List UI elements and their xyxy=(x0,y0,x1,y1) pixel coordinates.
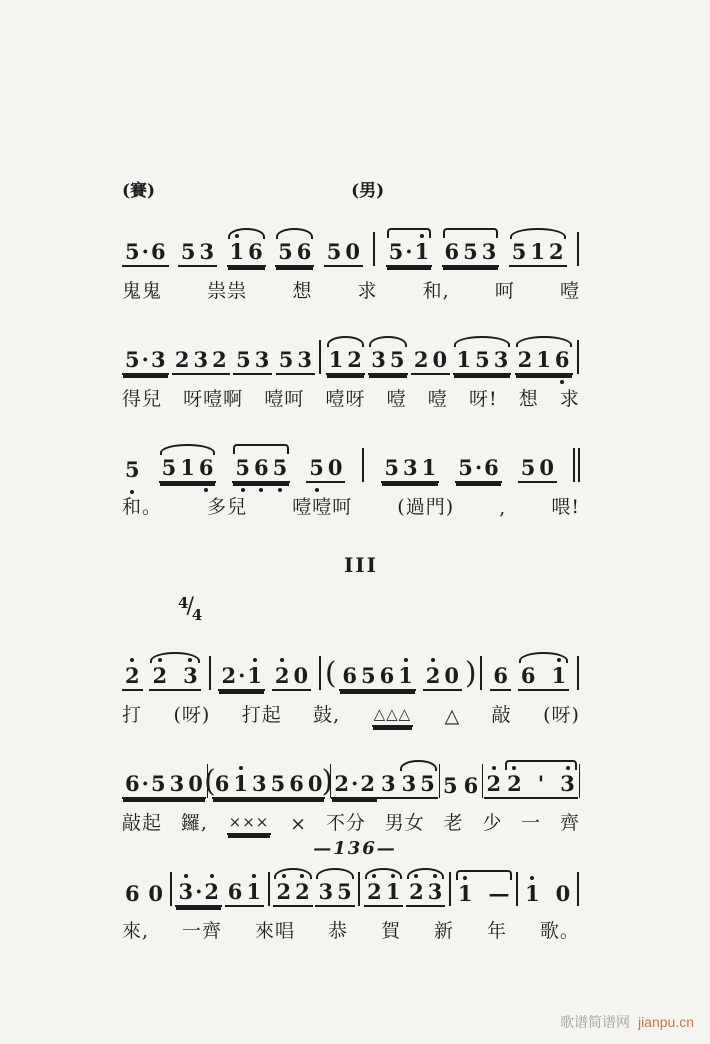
note-char: 1 xyxy=(421,454,437,480)
barline-icon xyxy=(573,448,575,482)
lyric-token: (呀) xyxy=(543,704,580,726)
lyric-token: ××× xyxy=(227,813,272,835)
note-char: 0 xyxy=(188,770,203,796)
note-char: 3 xyxy=(183,662,198,688)
lyric-token: 敲起 xyxy=(122,812,163,834)
note-char: 1 xyxy=(246,878,261,904)
note-group xyxy=(522,880,573,907)
note-char: 1 xyxy=(229,238,245,264)
note-char: 6 xyxy=(520,662,536,688)
note-char: 5 xyxy=(125,346,140,372)
lyric-token: , xyxy=(499,497,507,519)
lyric-token: (過門) xyxy=(397,496,455,518)
note-char: 1 xyxy=(233,770,248,796)
note-group xyxy=(331,770,378,799)
note-group xyxy=(122,456,143,483)
note-char: 0 xyxy=(432,346,448,372)
note-group xyxy=(315,878,354,907)
note-char: 5 xyxy=(235,454,251,480)
lyric-token: 呀噎啊 xyxy=(183,388,244,410)
note-char: 5 xyxy=(443,772,458,798)
note-char: 5 xyxy=(278,238,293,264)
note-group xyxy=(504,770,578,799)
lyric-token: 祟祟 xyxy=(207,280,248,302)
note-char: 0 xyxy=(293,662,309,688)
dot-duration-icon: · xyxy=(405,238,413,264)
note-char: 3 xyxy=(193,346,209,372)
barline-icon xyxy=(358,872,360,906)
note-char: 1 xyxy=(385,878,401,904)
note-char: 5 xyxy=(463,238,478,264)
sheet-content xyxy=(122,176,580,953)
time-signature-slash: / xyxy=(186,594,194,619)
note-char: 1 xyxy=(524,880,540,906)
note-group xyxy=(225,878,264,907)
note-char: 5 xyxy=(278,346,294,372)
note-group xyxy=(149,662,200,691)
barline-icon xyxy=(362,448,364,482)
music-line xyxy=(122,845,580,943)
lyric-token: 敲 xyxy=(491,704,512,726)
time-signature-denominator: 4 xyxy=(191,606,203,624)
notes-row xyxy=(122,629,580,691)
note-char: 6 xyxy=(296,238,312,264)
barline-icon xyxy=(480,656,482,690)
dot-duration-icon: · xyxy=(141,346,149,372)
lyric-token: 歌。 xyxy=(539,920,580,942)
voice-labels xyxy=(122,176,580,201)
note-group xyxy=(326,346,365,375)
note-group xyxy=(172,346,230,375)
note-char: 1 xyxy=(247,662,263,688)
barline-icon xyxy=(577,872,579,906)
note-group xyxy=(122,662,143,691)
note-char: 3 xyxy=(427,878,443,904)
note-char: 0 xyxy=(148,880,163,906)
note-char: 2 xyxy=(204,878,220,904)
note-char: 2 xyxy=(367,878,382,904)
note-char: 1 xyxy=(398,662,413,688)
note-group xyxy=(212,770,326,799)
note-char: 6 xyxy=(342,662,358,688)
notes-row xyxy=(122,313,580,375)
note-char: 5 xyxy=(161,454,177,480)
lyric-token: × xyxy=(290,813,308,835)
note-group xyxy=(175,878,222,907)
barline-icon xyxy=(577,340,579,374)
note-char: 5 xyxy=(511,238,527,264)
note-group xyxy=(218,662,265,691)
barline-icon xyxy=(319,656,321,690)
note-char: 5 xyxy=(236,346,251,372)
lyric-token: 呀! xyxy=(468,388,498,410)
note-char: 3 xyxy=(169,770,185,796)
note-char: 6 xyxy=(463,772,479,798)
lyric-token: 恭 xyxy=(327,920,348,942)
parenthesis: ) xyxy=(464,656,477,691)
note-char: 2 xyxy=(212,346,227,372)
lyric-token: 多兒 xyxy=(207,496,248,518)
lyrics-row xyxy=(122,492,580,519)
note-char: 5 xyxy=(326,238,342,264)
note-group xyxy=(442,238,500,267)
voice-label-right: (男) xyxy=(351,181,385,201)
dot-duration-icon: · xyxy=(238,662,246,688)
note-char: 2 xyxy=(221,662,237,688)
note-group xyxy=(406,878,445,907)
parenthesis: ) xyxy=(321,764,334,799)
note-group xyxy=(518,662,569,691)
note-group xyxy=(122,346,169,375)
note-char: 1 xyxy=(414,238,430,264)
note-char: 2 xyxy=(517,346,533,372)
page-number: —136— xyxy=(313,838,397,859)
note-group xyxy=(306,454,345,483)
note-char: 5 xyxy=(520,454,536,480)
lyric-token: 不分 xyxy=(325,812,366,834)
section-marker: III xyxy=(343,553,379,577)
lyric-token: 男女 xyxy=(384,812,425,834)
music-line xyxy=(122,629,580,727)
lyrics-row xyxy=(122,276,580,303)
note-group xyxy=(455,880,513,907)
note-char: 2 xyxy=(507,770,522,796)
note-group xyxy=(490,662,511,691)
notes-row xyxy=(122,421,580,483)
note-char: 2 xyxy=(274,662,290,688)
music-line xyxy=(122,205,580,303)
note-char: 6 xyxy=(125,880,140,906)
barline-icon xyxy=(577,232,579,266)
note-char: 5 xyxy=(125,456,140,482)
note-char: 3 xyxy=(318,878,334,904)
note-char: 1 xyxy=(457,880,473,906)
note-char xyxy=(475,883,487,905)
note-char: 5 xyxy=(270,770,286,796)
note-char: 6 xyxy=(254,454,269,480)
note-char: 3 xyxy=(380,770,396,796)
parenthesis: ( xyxy=(324,656,337,691)
lyrics-row xyxy=(122,916,580,943)
note-char xyxy=(546,773,558,795)
lyric-token: 一齊 xyxy=(182,920,223,942)
lyric-token: 求 xyxy=(559,388,580,410)
note-group xyxy=(515,346,573,375)
lyric-token: 打起 xyxy=(241,704,282,726)
barline-icon xyxy=(577,656,579,690)
note-char: 5 xyxy=(125,238,140,264)
note-group xyxy=(122,770,206,799)
barline-icon xyxy=(373,232,375,266)
lyric-token: (呀) xyxy=(173,704,211,726)
note-char: ' xyxy=(537,770,545,796)
note-char: 3 xyxy=(251,770,267,796)
lyric-token: 來唱 xyxy=(255,920,296,942)
lyrics-row xyxy=(122,384,580,411)
lyric-token: 和。 xyxy=(122,496,163,518)
note-char: 3 xyxy=(493,346,509,372)
note-char: 2 xyxy=(276,878,292,904)
note-char xyxy=(537,665,549,687)
note-char xyxy=(542,883,554,905)
note-char: 6 xyxy=(150,238,166,264)
lyric-token: 新 xyxy=(433,920,454,942)
note-group xyxy=(275,238,314,267)
note-group xyxy=(484,770,505,799)
barline-icon xyxy=(268,872,270,906)
watermark xyxy=(560,1012,694,1032)
note-group xyxy=(453,346,511,375)
note-char: 0 xyxy=(539,454,554,480)
dot-duration-icon: · xyxy=(195,878,203,904)
note-char: 0 xyxy=(555,880,571,906)
watermark-site-url: jianpu.cn xyxy=(637,1014,694,1030)
lyric-token: 喂! xyxy=(551,496,580,518)
note-char: 2 xyxy=(152,662,168,688)
note-char: 2 xyxy=(347,346,362,372)
lyric-token: 噎呀 xyxy=(325,388,366,410)
note-group xyxy=(122,880,143,907)
note-char: 6 xyxy=(484,454,499,480)
note-group xyxy=(381,454,439,483)
note-char xyxy=(524,773,536,795)
note-char: 2 xyxy=(425,662,441,688)
notes-row xyxy=(122,737,580,799)
note-char: 1 xyxy=(456,346,472,372)
note-char: 2 xyxy=(409,878,424,904)
note-char: 5 xyxy=(272,454,288,480)
dot-duration-icon: · xyxy=(351,770,359,796)
note-char: 6 xyxy=(248,238,263,264)
note-group xyxy=(276,346,315,375)
note-char: 5 xyxy=(475,346,490,372)
note-char: 5 xyxy=(389,346,405,372)
note-char: 5 xyxy=(388,238,404,264)
note-char: 2 xyxy=(549,238,564,264)
note-char: 3 xyxy=(401,770,417,796)
lyric-token: 一 xyxy=(521,812,542,834)
note-char: 1 xyxy=(328,346,344,372)
barline-icon xyxy=(516,872,518,906)
note-group xyxy=(233,346,272,375)
note-group xyxy=(159,454,217,483)
note-group xyxy=(273,878,312,907)
note-char: 5 xyxy=(384,454,400,480)
lyrics-row xyxy=(122,808,580,835)
lyric-token: 來, xyxy=(122,920,150,942)
note-char: 5 xyxy=(337,878,352,904)
lyric-token: 噎 xyxy=(559,280,580,302)
barline-icon xyxy=(449,872,451,906)
lyric-token: 賀 xyxy=(380,920,401,942)
note-group xyxy=(411,346,450,375)
note-group xyxy=(455,454,502,483)
note-char: 5 xyxy=(420,770,435,796)
note-char: 2 xyxy=(125,662,140,688)
lyric-token: △ xyxy=(444,705,461,727)
note-char: 5 xyxy=(361,662,376,688)
lyric-token: 想 xyxy=(292,280,313,302)
note-group xyxy=(399,770,438,799)
notes-row xyxy=(122,205,580,267)
lyrics-row xyxy=(122,700,580,727)
note-char: 6 xyxy=(198,454,214,480)
voice-label-left: (賽) xyxy=(122,181,156,201)
note-group xyxy=(509,238,567,267)
note-char: 6 xyxy=(493,662,508,688)
note-char: 6 xyxy=(444,238,460,264)
note-group xyxy=(518,454,557,483)
lyric-token: 噎噎呵 xyxy=(292,496,353,518)
note-char: 3 xyxy=(178,878,194,904)
note-group xyxy=(122,238,169,267)
note-char: 5 xyxy=(150,770,166,796)
note-char: — xyxy=(488,880,510,906)
note-group xyxy=(324,238,363,267)
lyric-token: 齊 xyxy=(559,812,580,834)
dot-duration-icon: · xyxy=(141,770,149,796)
lyric-token: 和, xyxy=(422,280,450,302)
lyric-token: 打 xyxy=(122,704,143,726)
note-char: 5 xyxy=(458,454,473,480)
note-char: 1 xyxy=(536,346,551,372)
lyric-token: 呵 xyxy=(494,280,515,302)
note-char: 2 xyxy=(360,770,375,796)
note-group xyxy=(368,346,407,375)
barline-icon xyxy=(209,656,211,690)
lyric-token: 得兒 xyxy=(122,388,163,410)
lyric-token: △△△ xyxy=(372,705,414,727)
note-group xyxy=(386,238,433,267)
note-char: 5 xyxy=(180,238,196,264)
note-group xyxy=(440,772,461,799)
time-signature xyxy=(178,595,580,629)
lyric-token: 噎 xyxy=(427,388,448,410)
note-char: 3 xyxy=(481,238,497,264)
note-char: 6 xyxy=(125,770,140,796)
lyric-token: 噎呵 xyxy=(264,388,305,410)
note-group xyxy=(272,662,311,691)
note-char: 2 xyxy=(413,346,429,372)
music-line xyxy=(122,737,580,835)
note-char: 0 xyxy=(444,662,460,688)
note-char: 0 xyxy=(345,238,360,264)
note-char: 3 xyxy=(199,238,215,264)
note-char: 0 xyxy=(327,454,343,480)
note-char: 3 xyxy=(150,346,166,372)
note-char: 6 xyxy=(289,770,304,796)
note-char: 2 xyxy=(486,770,502,796)
note-char: 1 xyxy=(180,454,195,480)
note-char: 5 xyxy=(309,454,324,480)
note-char: 0 xyxy=(307,770,323,796)
note-char: 3 xyxy=(403,454,418,480)
note-group xyxy=(178,238,217,267)
lyric-token: 想 xyxy=(518,388,539,410)
lyric-token: 年 xyxy=(486,920,507,942)
note-group xyxy=(364,878,403,907)
note-group xyxy=(227,238,266,267)
note-char: 1 xyxy=(530,238,545,264)
lyric-token: 少 xyxy=(482,812,503,834)
note-char: 3 xyxy=(297,346,312,372)
note-group xyxy=(423,662,462,691)
music-part-2 xyxy=(122,629,580,943)
lyric-token: 鼓, xyxy=(313,704,341,726)
note-group xyxy=(145,880,166,907)
note-group xyxy=(378,770,399,799)
barline-icon xyxy=(170,872,172,906)
note-group xyxy=(232,454,290,483)
music-line xyxy=(122,313,580,411)
note-group xyxy=(461,772,482,799)
note-char: 6 xyxy=(379,662,395,688)
note-group xyxy=(339,662,416,691)
note-char: 1 xyxy=(551,662,567,688)
dot-duration-icon: · xyxy=(141,238,149,264)
note-char: 3 xyxy=(254,346,270,372)
note-char: 2 xyxy=(295,878,310,904)
lyric-token: 噎 xyxy=(386,388,407,410)
lyric-token: 鬼鬼 xyxy=(122,280,163,302)
note-char: 3 xyxy=(560,770,575,796)
note-char: 2 xyxy=(334,770,350,796)
music-line xyxy=(122,421,580,519)
note-char: 6 xyxy=(214,770,230,796)
lyric-token: 求 xyxy=(357,280,378,302)
note-char: 6 xyxy=(227,878,243,904)
double-barline-icon xyxy=(573,448,580,482)
note-char: 3 xyxy=(371,346,386,372)
note-char: 2 xyxy=(174,346,190,372)
lyric-token: 老 xyxy=(443,812,464,834)
note-char xyxy=(169,665,181,687)
lyric-token: 鑼, xyxy=(180,812,208,834)
music-part-1 xyxy=(122,205,580,519)
parenthesis: ( xyxy=(204,764,216,799)
dot-duration-icon: · xyxy=(474,454,483,480)
barline-icon xyxy=(319,340,321,374)
note-char: 6 xyxy=(554,346,570,372)
barline-icon xyxy=(578,448,580,482)
time-signature-numerator: 4 xyxy=(178,594,189,612)
watermark-site-name: 歌谱简谱网 xyxy=(560,1014,631,1030)
